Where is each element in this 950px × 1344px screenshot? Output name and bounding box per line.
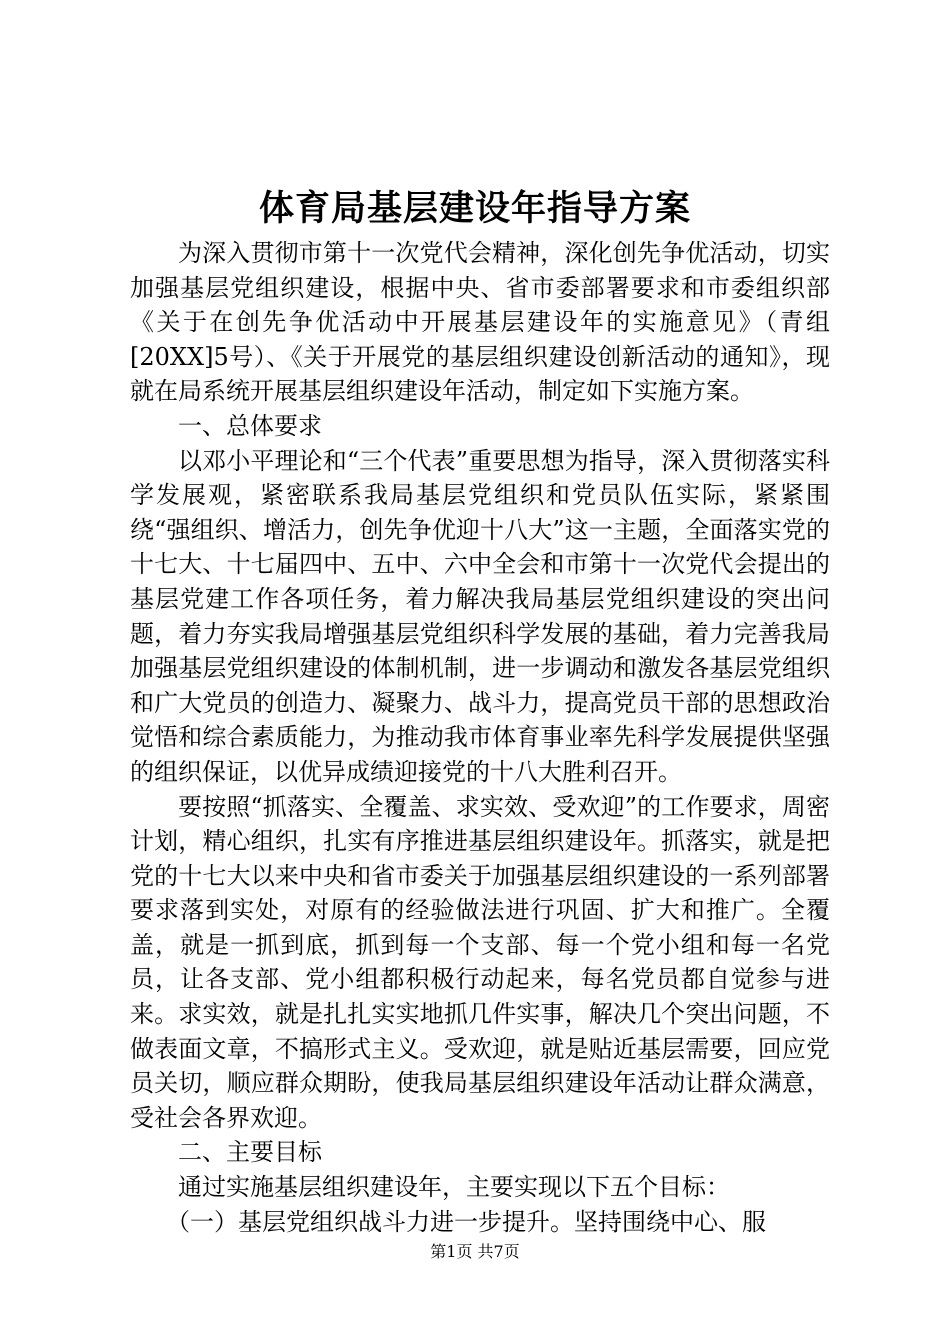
section-heading-2: 二、主要目标 xyxy=(178,1138,322,1167)
document-title: 体育局基层建设年指导方案 xyxy=(258,188,691,229)
paragraph-goal-1: （一）基层党组织战斗力进一步提升。坚持围绕中心、服 xyxy=(166,1207,766,1236)
document-body xyxy=(130,236,830,1239)
paragraph-goals-intro: 通过实施基层组织建设年，主要实现以下五个目标： xyxy=(178,1173,730,1202)
page-footer xyxy=(0,1241,950,1263)
paragraph-work-requirements: 要按照“抓落实、全覆盖、求实效、受欢迎”的工作要求，周密计划，精心组织，扎实有序推进基层组织建设年。抓落实，就是把党的十七大以来中央和省市委关于加强基层组织建设的一系列部署要求落到实处，对原有的经验做法进行巩固、扩大和推广。全覆盖，就是一抓到底，抓到每一个支部、每一个党小组和每一名党员，让各支部、党小组都积极行动起来，每名党员都自觉参与进来。求实效，就是扎扎实实地抓几件实事，解决几个突出问题，不做表面文章，不搞形式主义。受欢迎，就是贴近基层需要，回应党员关切，顺应群众期盼，使我局基层组织建设年活动让群众满意，受社会各界欢迎。 xyxy=(130,792,830,1132)
paragraph-intro: 为深入贯彻市第十一次党代会精神，深化创先争优活动，切实加强基层党组织建设，根据中央、省市委部署要求和市委组织部《关于在创先争优活动中开展基层建设年的实施意见》（青组[20XX]5号）、《关于开展党的基层组织建设创新活动的通知》，现就在局系统开展基层组织建设年活动，制定如下实施方案。 xyxy=(130,239,830,406)
page-total: 共7页 xyxy=(477,1242,520,1261)
section-heading-1: 一、总体要求 xyxy=(178,411,322,440)
page-number: 第1页 xyxy=(430,1242,473,1261)
paragraph-guiding-thought: 以邓小平理论和“三个代表”重要思想为指导，深入贯彻落实科学发展观，紧密联系我局基层党组织和党员队伍实际，紧紧围绕“强组织、增活力，创先争优迎十八大”这一主题，全面落实党的十七大、十七届四中、五中、六中全会和市第十一次党代会提出的基层党建工作各项任务，着力解决我局基层党组织建设的突出问题，着力夯实我局增强基层党组织科学发展的基础，着力完善我局加强基层党组织建设的体制机制，进一步调动和激发各基层党组织和广大党员的创造力、凝聚力、战斗力，提高党员干部的思想政治觉悟和综合素质能力，为推动我市体育事业率先科学发展提供坚强的组织保证，以优异成绩迎接党的十八大胜利召开。 xyxy=(130,446,830,786)
